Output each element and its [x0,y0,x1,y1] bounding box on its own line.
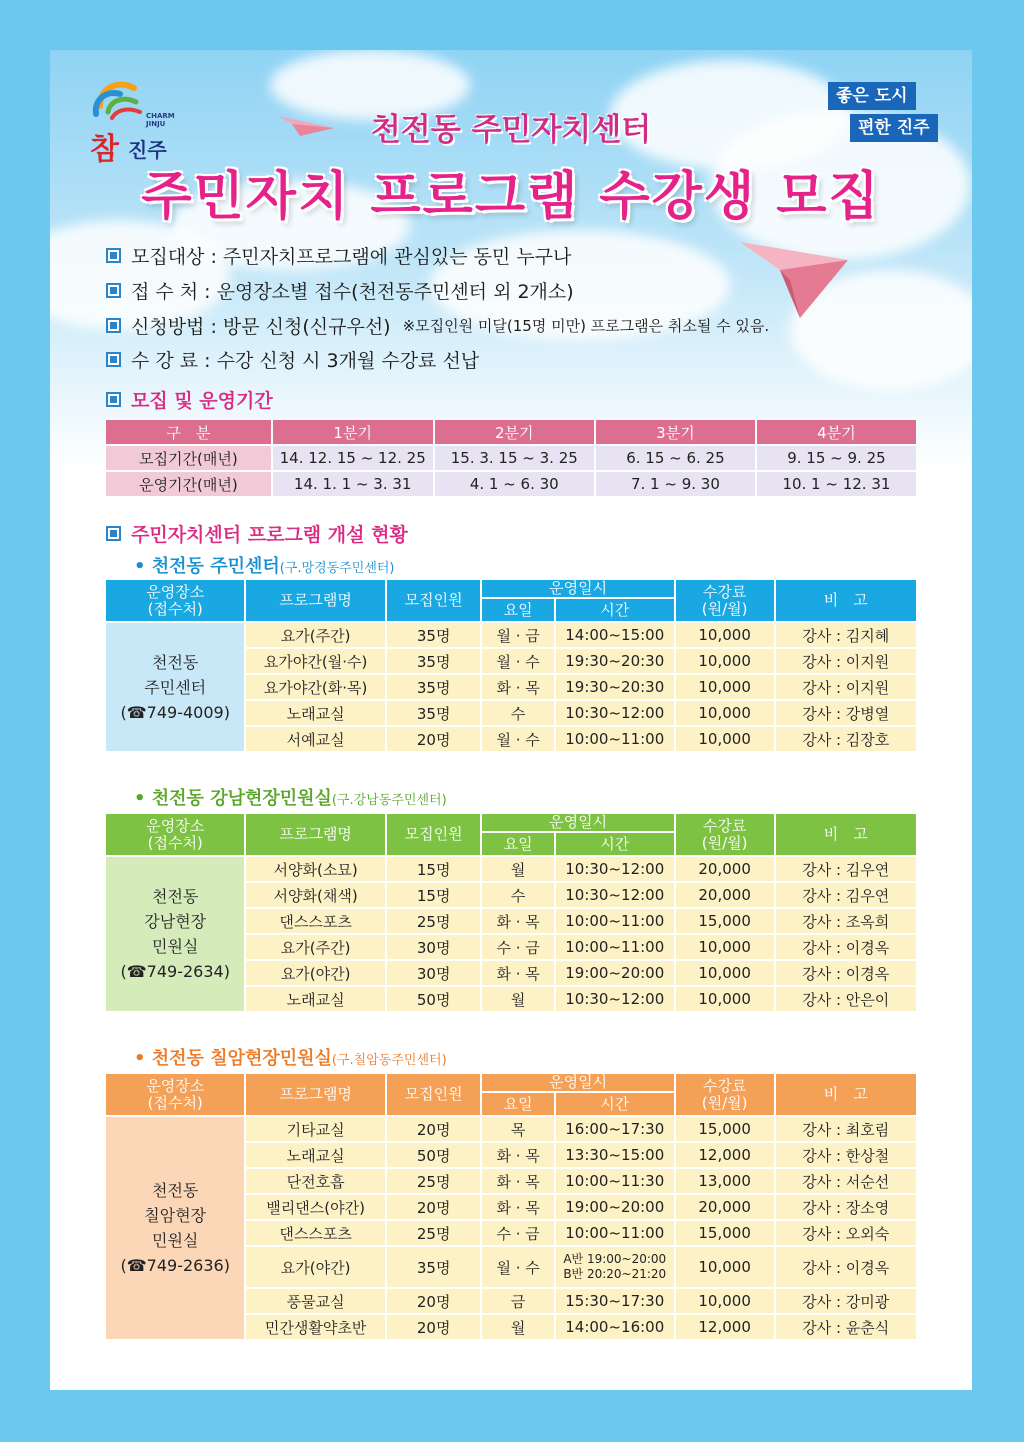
period-section-title [106,386,273,413]
instructor-cell: 강사 : 이경옥 [776,1247,917,1287]
time-cell: 19:30~20:30 [556,649,674,673]
day-cell: 화 · 목 [482,675,553,699]
period-row-label: 운영기간(매년) [106,472,271,496]
day-cell: 월 [482,987,553,1011]
time-cell: 10:00~11:00 [556,935,674,959]
time-cell: 14:00~15:00 [556,623,674,647]
period-header-cell: 3분기 [596,420,755,444]
center-title [134,784,447,810]
capacity-cell: 30명 [387,935,481,959]
table-row [106,623,916,647]
capacity-cell: 20명 [387,1315,481,1339]
logo-charm-text: CHARM [146,112,175,120]
program-name-cell: 서양화(소묘) [246,857,384,881]
header-day: 요일 [482,833,553,855]
table-header-row [106,1074,916,1091]
capacity-cell: 20명 [387,1195,481,1219]
info-method [106,312,769,339]
time-cell: 14:00~16:00 [556,1315,674,1339]
fee-cell: 10,000 [676,935,774,959]
instructor-cell: 강사 : 김장호 [776,727,917,751]
header-day: 요일 [482,1093,553,1115]
info-fee [106,346,479,373]
header-time: 시간 [556,599,674,621]
period-row-operation [106,472,916,496]
instructor-cell: 강사 : 최호림 [776,1117,917,1141]
day-cell: 월 · 수 [482,649,553,673]
program-name-cell: 댄스스포츠 [246,1221,384,1245]
period-header-cell: 1분기 [273,420,433,444]
header-program: 프로그램명 [246,1074,384,1115]
header-capacity: 모집인원 [387,1074,481,1115]
header-fee: 수강료 (원/월) [676,580,774,621]
period-header-cell: 2분기 [435,420,594,444]
time-cell: 16:00~17:30 [556,1117,674,1141]
logo-city-name: 진주 [128,138,167,162]
day-cell: 금 [482,1289,553,1313]
page-subtitle: 천전동 주민자치센터 [370,112,652,148]
time-cell: 19:00~20:00 [556,1195,674,1219]
fee-cell: 10,000 [676,1247,774,1287]
place-cell: 천전동 강남현장 민원실 (☎749-2634) [106,857,244,1011]
instructor-cell: 강사 : 안은이 [776,987,917,1011]
capacity-cell: 35명 [387,675,481,699]
header-schedule: 운영일시 [482,1074,673,1091]
center-title [134,1044,447,1070]
poster-sheet [50,50,972,1390]
fee-cell: 12,000 [676,1143,774,1167]
fee-cell: 10,000 [676,961,774,985]
instructor-cell: 강사 : 이지원 [776,675,917,699]
program-name-cell: 요가(주간) [246,935,384,959]
program-name-cell: 서양화(채색) [246,883,384,907]
capacity-cell: 20명 [387,1117,481,1141]
day-cell: 월 [482,857,553,881]
program-name-cell: 노래교실 [246,1143,384,1167]
period-header-cell: 구 분 [106,420,271,444]
period-cell: 14. 12. 15 ~ 12. 25 [273,446,433,470]
day-cell: 화 · 목 [482,1143,553,1167]
day-cell: 수 · 금 [482,1221,553,1245]
fee-cell: 10,000 [676,701,774,725]
capacity-cell: 25명 [387,1169,481,1193]
program-table-chilam [104,1072,918,1341]
header-capacity: 모집인원 [387,580,481,621]
info-text: 접 수 처 : 운영장소별 접수(천전동주민센터 외 2개소) [131,281,574,303]
header-place: 운영장소 (접수처) [106,814,244,855]
info-reception [106,277,574,304]
header-note: 비 고 [776,580,917,621]
page-title: 주민자치 프로그램 수강생 모집 [141,167,881,227]
period-cell: 10. 1 ~ 12. 31 [757,472,916,496]
fee-cell: 15,000 [676,1221,774,1245]
day-cell: 월 · 수 [482,727,553,751]
fee-cell: 10,000 [676,649,774,673]
time-cell: 10:00~11:00 [556,1221,674,1245]
header-program: 프로그램명 [246,814,384,855]
bullet-square-icon [106,318,121,333]
header-day: 요일 [482,599,553,621]
time-cell: A반 19:00~20:00 B반 20:20~21:20 [556,1247,674,1287]
day-cell: 화 · 목 [482,961,553,985]
program-name-cell: 민간생활약초반 [246,1315,384,1339]
program-name-cell: 노래교실 [246,987,384,1011]
capacity-cell: 15명 [387,857,481,881]
period-cell: 15. 3. 15 ~ 3. 25 [435,446,594,470]
header-capacity: 모집인원 [387,814,481,855]
time-cell: 10:30~12:00 [556,857,674,881]
center-title-text: • 천전동 주민센터 [134,556,280,577]
day-cell: 월 · 금 [482,623,553,647]
program-name-cell: 단전호흡 [246,1169,384,1193]
instructor-cell: 강사 : 강병열 [776,701,917,725]
capacity-cell: 50명 [387,987,481,1011]
section-title-text: 주민자치센터 프로그램 개설 현황 [131,524,408,546]
time-cell: 15:30~17:30 [556,1289,674,1313]
center-title-text: • 천전동 칠암현장민원실 [134,1048,332,1069]
info-target [106,242,571,269]
header-fee: 수강료 (원/월) [676,814,774,855]
capacity-cell: 35명 [387,649,481,673]
program-name-cell: 요가야간(월·수) [246,649,384,673]
fee-cell: 10,000 [676,727,774,751]
day-cell: 화 · 목 [482,909,553,933]
table-row [106,857,916,881]
slogan-good-city: 좋은 도시 [828,82,916,110]
fee-cell: 12,000 [676,1315,774,1339]
center-title-note: (구.강남동주민센터) [331,793,447,808]
table-header-row [106,814,916,831]
instructor-cell: 강사 : 장소영 [776,1195,917,1219]
header-place: 운영장소 (접수처) [106,580,244,621]
day-cell: 수 · 금 [482,935,553,959]
fee-cell: 20,000 [676,857,774,881]
place-cell: 천전동 칠암현장 민원실 (☎749-2636) [106,1117,244,1339]
info-text: 신청방법 : 방문 신청(신규우선) [131,316,391,338]
day-cell: 화 · 목 [482,1195,553,1219]
day-cell: 화 · 목 [482,1169,553,1193]
header-program: 프로그램명 [246,580,384,621]
section-title-text: 모집 및 운영기간 [131,390,273,412]
period-row-label: 모집기간(매년) [106,446,271,470]
capacity-cell: 25명 [387,1221,481,1245]
time-cell: 10:30~12:00 [556,701,674,725]
program-table-center [104,578,918,753]
period-header-cell: 4분기 [757,420,916,444]
center-title-text: • 천전동 강남현장민원실 [134,788,332,809]
program-name-cell: 노래교실 [246,701,384,725]
time-cell: 19:30~20:30 [556,675,674,699]
instructor-cell: 강사 : 조옥희 [776,909,917,933]
capacity-cell: 25명 [387,909,481,933]
header-schedule: 운영일시 [482,814,673,831]
bullet-square-icon [106,392,121,407]
table-header-row [106,580,916,597]
logo-jinju-text: JINJU [146,120,166,128]
program-name-cell: 밸리댄스(야간) [246,1195,384,1219]
capacity-cell: 15명 [387,883,481,907]
program-name-cell: 풍물교실 [246,1289,384,1313]
header-note: 비 고 [776,814,917,855]
program-name-cell: 요가야간(화·목) [246,675,384,699]
bullet-square-icon [106,526,121,541]
program-name-cell: 기타교실 [246,1117,384,1141]
info-note: ※모집인원 미달(15명 미만) 프로그램은 취소될 수 있음. [402,317,770,335]
program-name-cell: 댄스스포츠 [246,909,384,933]
instructor-cell: 강사 : 한상철 [776,1143,917,1167]
slogan-easy-jinju: 편한 진주 [850,114,938,142]
time-cell: 13:30~15:00 [556,1143,674,1167]
time-cell: 19:00~20:00 [556,961,674,985]
instructor-cell: 강사 : 김지혜 [776,623,917,647]
fee-cell: 13,000 [676,1169,774,1193]
day-cell: 월 [482,1315,553,1339]
program-name-cell: 서예교실 [246,727,384,751]
center-title-note: (구.칠암동주민센터) [331,1053,447,1068]
header-note: 비 고 [776,1074,917,1115]
time-cell: 10:00~11:00 [556,727,674,751]
header-schedule: 운영일시 [482,580,673,597]
place-cell: 천전동 주민센터 (☎749-4009) [106,623,244,751]
time-cell: 10:00~11:00 [556,909,674,933]
period-cell: 7. 1 ~ 9. 30 [596,472,755,496]
capacity-cell: 50명 [387,1143,481,1167]
bullet-square-icon [106,248,121,263]
fee-cell: 10,000 [676,623,774,647]
day-cell: 수 [482,701,553,725]
capacity-cell: 35명 [387,623,481,647]
period-header-row [106,420,916,444]
bullet-square-icon [106,283,121,298]
instructor-cell: 강사 : 윤춘식 [776,1315,917,1339]
paper-plane-icon [740,230,850,320]
instructor-cell: 강사 : 이지원 [776,649,917,673]
day-cell: 수 [482,883,553,907]
fee-cell: 15,000 [676,1117,774,1141]
period-cell: 9. 15 ~ 9. 25 [757,446,916,470]
program-name-cell: 요가(야간) [246,961,384,985]
program-table-gangnam [104,812,918,1013]
instructor-cell: 강사 : 이경옥 [776,935,917,959]
time-cell: 10:30~12:00 [556,987,674,1011]
program-name-cell: 요가(주간) [246,623,384,647]
capacity-cell: 20명 [387,727,481,751]
time-cell: 10:30~12:00 [556,883,674,907]
instructor-cell: 강사 : 이경옥 [776,961,917,985]
fee-cell: 15,000 [676,909,774,933]
capacity-cell: 30명 [387,961,481,985]
center-title-note: (구.망경동주민센터) [279,561,395,576]
day-cell: 월 · 수 [482,1247,553,1287]
instructor-cell: 강사 : 김우연 [776,857,917,881]
header-place: 운영장소 (접수처) [106,1074,244,1115]
instructor-cell: 강사 : 서순선 [776,1169,917,1193]
capacity-cell: 20명 [387,1289,481,1313]
capacity-cell: 35명 [387,1247,481,1287]
fee-cell: 10,000 [676,987,774,1011]
fee-cell: 10,000 [676,675,774,699]
program-name-cell: 요가(야간) [246,1247,384,1287]
info-text: 모집대상 : 주민자치프로그램에 관심있는 동민 누구나 [131,246,572,268]
instructor-cell: 강사 : 강미광 [776,1289,917,1313]
logo-mark-text: 참 [90,132,119,167]
fee-cell: 20,000 [676,883,774,907]
fee-cell: 20,000 [676,1195,774,1219]
fee-cell: 10,000 [676,1289,774,1313]
program-section-title [106,520,408,547]
instructor-cell: 강사 : 오외숙 [776,1221,917,1245]
period-cell: 4. 1 ~ 6. 30 [435,472,594,496]
period-cell: 14. 1. 1 ~ 3. 31 [273,472,433,496]
capacity-cell: 35명 [387,701,481,725]
header-time: 시간 [556,1093,674,1115]
info-text: 수 강 료 : 수강 신청 시 3개월 수강료 선납 [131,350,480,372]
bullet-square-icon [106,352,121,367]
header-fee: 수강료 (원/월) [676,1074,774,1115]
time-cell: 10:00~11:30 [556,1169,674,1193]
center-title [134,552,395,578]
header-time: 시간 [556,833,674,855]
table-row [106,1117,916,1141]
period-cell: 6. 15 ~ 6. 25 [596,446,755,470]
period-row-recruit [106,446,916,470]
instructor-cell: 강사 : 김우연 [776,883,917,907]
period-table [104,418,918,498]
day-cell: 목 [482,1117,553,1141]
